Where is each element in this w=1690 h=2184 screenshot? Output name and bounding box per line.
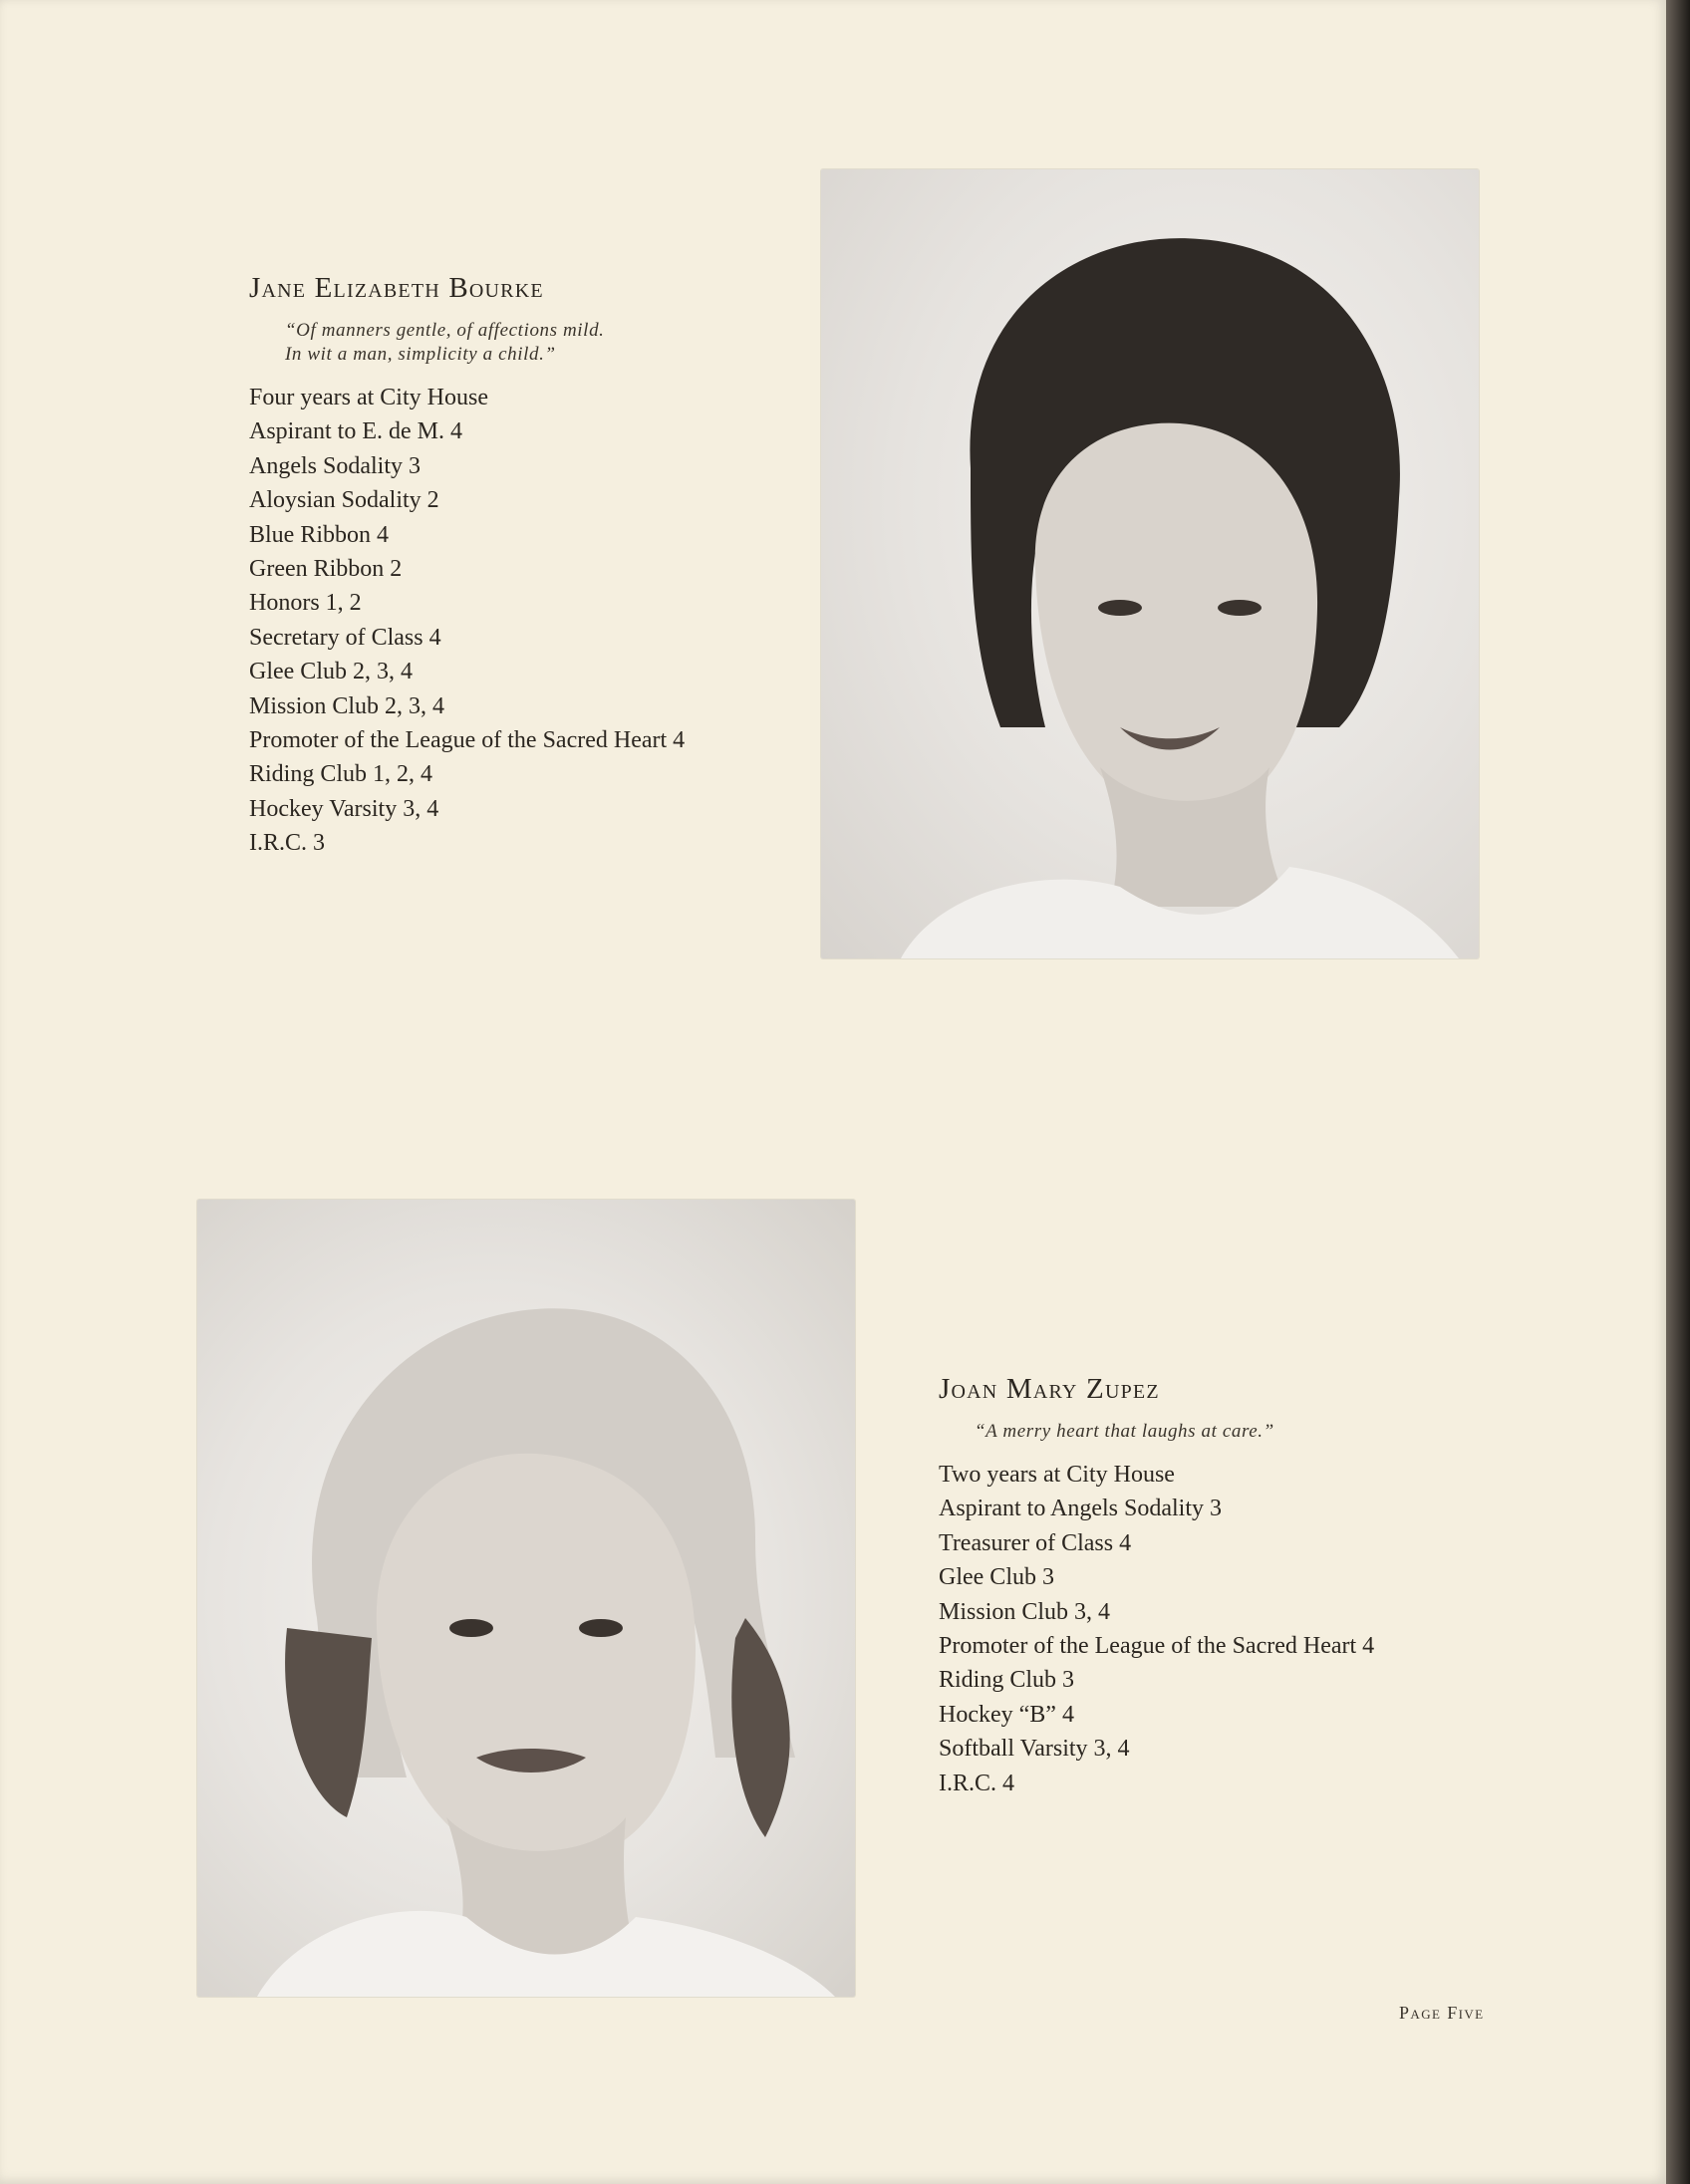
activity-item: I.R.C. 4 — [939, 1770, 1015, 1796]
activity-item: Angels Sodality 3 — [249, 452, 421, 479]
quote-line: “A merry heart that laughs at care.” — [975, 1421, 1274, 1442]
activity-item: Glee Club 2, 3, 4 — [249, 659, 413, 685]
activity-item: Promoter of the League of the Sacred Heart 4 — [939, 1633, 1375, 1660]
portrait-photo-zupez — [197, 1200, 855, 1997]
activity-item: Riding Club 3 — [939, 1667, 1075, 1694]
quote-line: “Of manners gentle, of affections mild. — [285, 320, 605, 341]
senior-name: Joan Mary Zupez — [939, 1373, 1160, 1405]
senior-entry-bourke — [249, 272, 807, 861]
senior-quote — [975, 1420, 1497, 1444]
activity-item: Blue Ribbon 4 — [249, 521, 390, 548]
activity-item: Two years at City House — [939, 1462, 1175, 1488]
activity-item: Aspirant to Angels Sodality 3 — [939, 1496, 1222, 1522]
senior-name: Jane Elizabeth Bourke — [249, 272, 544, 304]
page-edge-shadow — [1666, 0, 1690, 2184]
activity-item: Mission Club 3, 4 — [939, 1598, 1111, 1625]
activity-item: Treasurer of Class 4 — [939, 1529, 1132, 1556]
senior-quote — [285, 319, 807, 367]
activity-item: Glee Club 3 — [939, 1564, 1054, 1591]
quote-line: In wit a man, simplicity a child.” — [285, 344, 556, 365]
page-number: Page Five — [1399, 2003, 1485, 2023]
activity-item: Mission Club 2, 3, 4 — [249, 692, 445, 719]
activity-item: Honors 1, 2 — [249, 590, 362, 617]
activity-item: Riding Club 1, 2, 4 — [249, 761, 433, 788]
activity-item: Aloysian Sodality 2 — [249, 487, 439, 514]
activity-item: Four years at City House — [249, 385, 488, 410]
activity-item: Green Ribbon 2 — [249, 556, 403, 583]
activity-list — [249, 381, 807, 861]
activity-item: Softball Varsity 3, 4 — [939, 1736, 1130, 1763]
activity-item: I.R.C. 3 — [249, 830, 326, 857]
activity-list — [939, 1458, 1497, 1800]
senior-entry-zupez — [939, 1373, 1497, 1800]
activity-item: Aspirant to E. de M. 4 — [249, 418, 462, 445]
portrait-photo-bourke — [821, 169, 1479, 958]
activity-item: Hockey Varsity 3, 4 — [249, 795, 439, 822]
activity-item: Secretary of Class 4 — [249, 624, 441, 651]
activity-item: Promoter of the League of the Sacred Heart 4 — [249, 727, 686, 754]
activity-item: Hockey “B” 4 — [939, 1701, 1074, 1728]
